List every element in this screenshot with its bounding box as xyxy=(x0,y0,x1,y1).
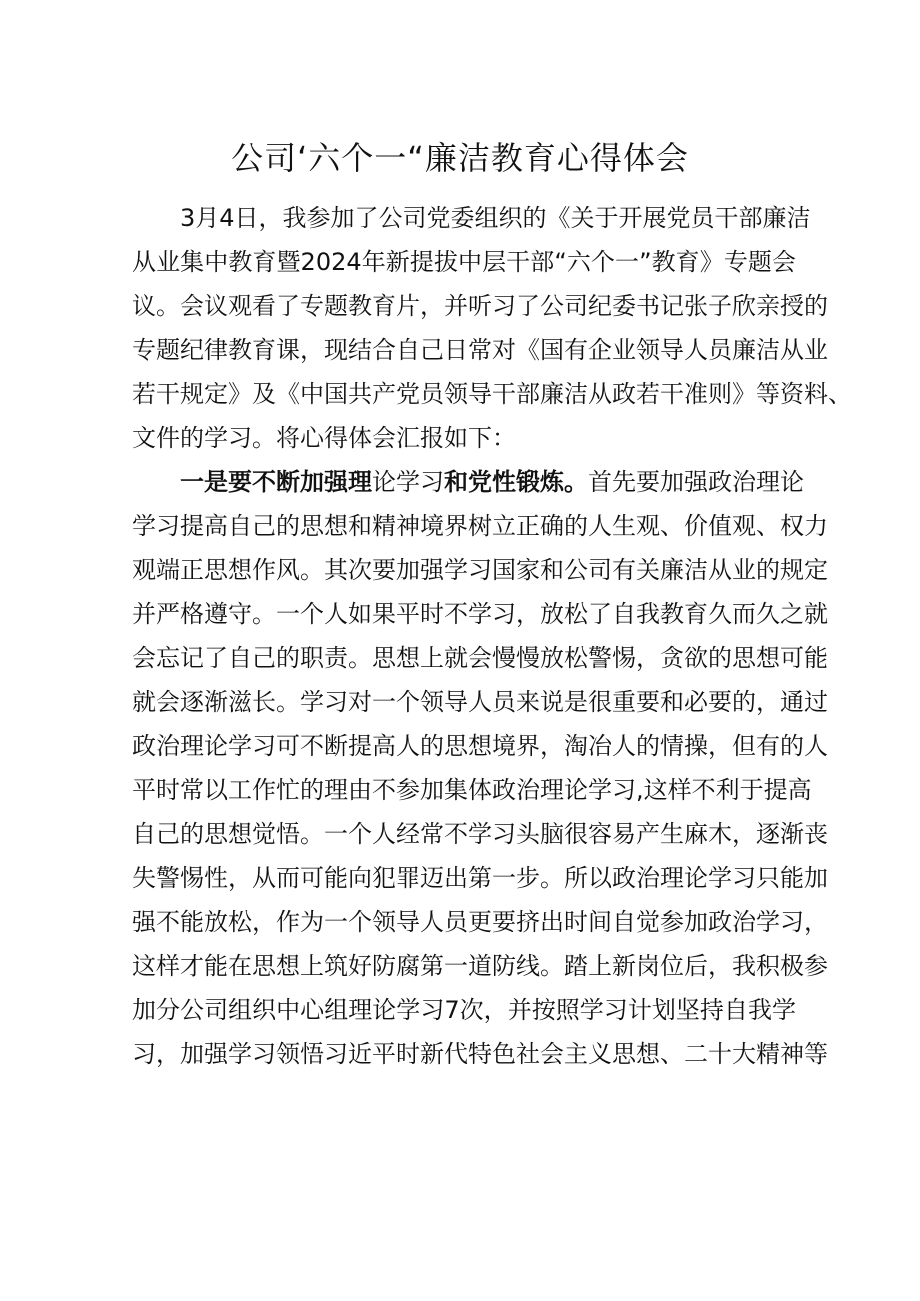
text-line: 会忘记了自己的职责。思想上就会慢慢放松警惕，贪欲的思想可能 xyxy=(132,644,828,672)
bold-heading-part: 和党性锻炼。 xyxy=(444,468,588,496)
paragraph-intro xyxy=(132,196,852,460)
text-line: 从业集中教育暨2024年新提拔中层干部“六个一”教育》专题会 xyxy=(132,248,796,276)
text-line: 就会逐渐滋长。学习对一个领导人员来说是很重要和必要的，通过 xyxy=(132,688,828,716)
text-line: 失警惕性，从而可能向犯罪迈出第一步。所以政治理论学习只能加 xyxy=(132,864,828,892)
document-body xyxy=(132,196,852,1076)
text-line: 3月4日，我参加了公司党委组织的《关于开展党员干部廉洁 xyxy=(180,204,811,232)
text-line: 平时常以工作忙的理由不参加集体政治理论学习,这样不利于提高 xyxy=(132,776,812,804)
text-line: 文件的学习。将心得体会汇报如下： xyxy=(132,424,516,452)
text-line: 政治理论学习可不断提高人的思想境界，淘冶人的情操，但有的人 xyxy=(132,732,828,760)
text-fragment: 首先要加强政治理论 xyxy=(588,468,804,496)
text-line: 学习提高自己的思想和精神境界树立正确的人生观、价值观、权力 xyxy=(132,512,828,540)
text-line: 这样才能在思想上筑好防腐第一道防线。踏上新岗位后，我积极参 xyxy=(132,952,828,980)
text-line xyxy=(132,460,804,504)
text-line: 若干规定》及《中国共产党员领导干部廉洁从政若干准则》等资料、 xyxy=(132,380,852,408)
text-line: 自己的思想觉悟。一个人经常不学习头脑很容易产生麻木，逐渐丧 xyxy=(132,820,828,848)
bold-heading-part: 一是要不断加强理 xyxy=(180,468,372,496)
document-title: 公司‘六个一“廉洁教育心得体会 xyxy=(231,139,689,177)
paragraph-theory-study xyxy=(132,460,828,1076)
text-line: 并严格遵守。一个人如果平时不学习，放松了自我教育久而久之就 xyxy=(132,600,828,628)
text-line: 强不能放松，作为一个领导人员更要挤出时间自觉参加政治学习， xyxy=(132,908,828,936)
text-line: 习，加强学习领悟习近平时新代特色社会主义思想、二十大精神等 xyxy=(132,1040,828,1068)
text-line: 议。会议观看了专题教育片，并听习了公司纪委书记张子欣亲授的 xyxy=(132,292,828,320)
text-fragment: 论学习 xyxy=(372,468,444,496)
text-line: 加分公司组织中心组理论学习7次，并按照学习计划坚持自我学 xyxy=(132,996,796,1024)
text-line: 观端正思想作风。其次要加强学习国家和公司有关廉洁从业的规定 xyxy=(132,556,828,584)
text-line: 专题纪律教育课，现结合自己日常对《国有企业领导人员廉洁从业 xyxy=(132,336,828,364)
